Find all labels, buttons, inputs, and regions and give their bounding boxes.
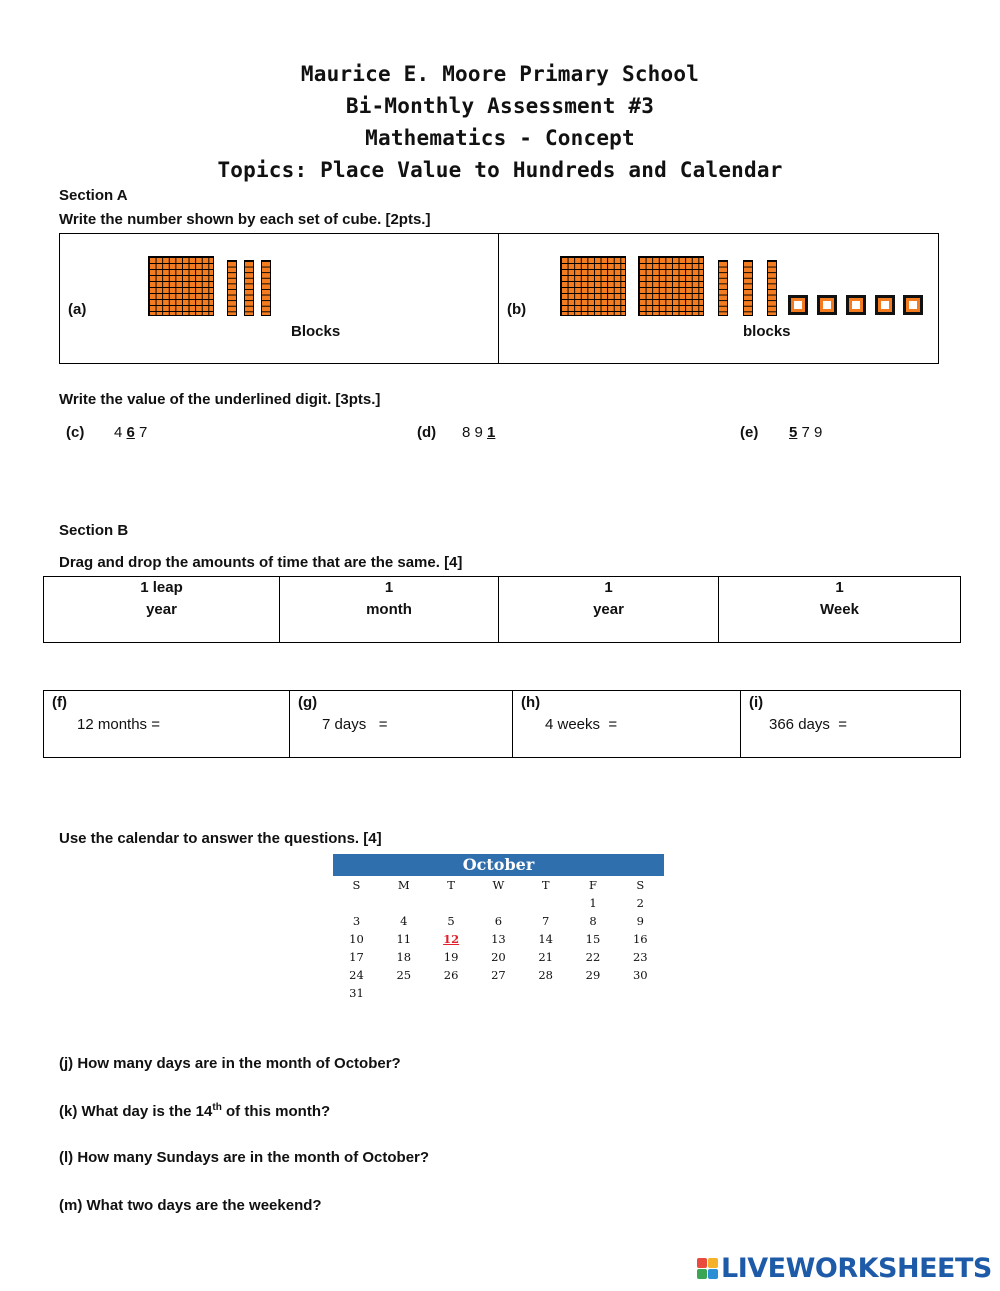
calendar-day: 6 bbox=[494, 914, 503, 928]
match-i-label: (i) bbox=[749, 694, 764, 711]
underlined-digit-d: 1 bbox=[487, 424, 496, 441]
ten-rod-b3 bbox=[767, 260, 777, 316]
unit-cube-b5 bbox=[903, 295, 923, 315]
logo-tile bbox=[708, 1258, 718, 1268]
match-f-text: 12 months = bbox=[77, 716, 160, 733]
item-b-caption: blocks bbox=[743, 323, 791, 340]
calendar-day: 19 bbox=[443, 950, 459, 964]
question-k: (k) What day is the 14th of this month? bbox=[59, 1102, 331, 1120]
question-m: (m) What two days are the weekend? bbox=[59, 1197, 322, 1214]
ten-rod-b2 bbox=[743, 260, 753, 316]
calendar-day: 1 bbox=[589, 896, 597, 910]
item-d-label: (d) bbox=[417, 424, 437, 441]
unit-cube-b4 bbox=[875, 295, 895, 315]
underlined-digit-c: 6 bbox=[126, 424, 135, 441]
item-d-number: 8 9 1 bbox=[462, 424, 496, 441]
calendar-day: 30 bbox=[632, 968, 648, 982]
section-b-title: Section B bbox=[59, 522, 129, 539]
ten-rod-a1 bbox=[227, 260, 237, 316]
school-name: Maurice E. Moore Primary School bbox=[300, 62, 700, 86]
calendar-day: 22 bbox=[585, 950, 601, 964]
calendar-day: 17 bbox=[349, 950, 364, 964]
instruction-digits: Write the value of the underlined digit. [3pts.] bbox=[59, 391, 381, 408]
calendar-day: 28 bbox=[538, 968, 553, 982]
calendar-day: 16 bbox=[632, 932, 648, 946]
match-h-text: 4 weeks = bbox=[545, 716, 618, 733]
calendar-day: 20 bbox=[491, 950, 506, 964]
match-h-label: (h) bbox=[521, 694, 541, 711]
calendar-day: 18 bbox=[396, 950, 412, 964]
weekday-header: W bbox=[492, 878, 505, 892]
hundred-flat-b1 bbox=[560, 256, 626, 316]
weekday-header: S bbox=[636, 878, 645, 892]
calendar-day: 15 bbox=[585, 932, 601, 946]
instruction-cubes: Write the number shown by each set of cube. [2pts.] bbox=[59, 211, 431, 228]
calendar-day: 13 bbox=[491, 932, 506, 946]
option-month[interactable]: 1 month bbox=[366, 579, 412, 618]
calendar-day: 21 bbox=[538, 950, 553, 964]
weekday-header: T bbox=[447, 878, 455, 892]
question-j: (j) How many days are in the month of October? bbox=[59, 1055, 401, 1072]
instruction-drag-drop: Drag and drop the amounts of time that are the same. [4] bbox=[59, 554, 463, 571]
calendar-day: 24 bbox=[349, 968, 364, 982]
calendar-day: 14 bbox=[538, 932, 553, 946]
option-year[interactable]: 1 year bbox=[593, 579, 624, 618]
calendar-day: 25 bbox=[396, 968, 412, 982]
calendar-day: 2 bbox=[636, 896, 644, 910]
question-l: (l) How many Sundays are in the month of October? bbox=[59, 1149, 430, 1166]
calendar-month-header: October bbox=[333, 854, 664, 876]
item-a-label: (a) bbox=[68, 301, 87, 318]
section-a-title: Section A bbox=[59, 187, 128, 204]
item-a-caption: Blocks bbox=[291, 323, 341, 340]
item-c-label: (c) bbox=[66, 424, 85, 441]
ten-rod-a2 bbox=[244, 260, 254, 316]
calendar-day: 8 bbox=[589, 914, 597, 928]
weekday-header: S bbox=[352, 878, 361, 892]
hundred-flat-b2 bbox=[638, 256, 704, 316]
matches-divider-3 bbox=[740, 690, 741, 758]
item-c-number: 4 6 7 bbox=[114, 424, 148, 441]
liveworksheets-brand-text: LIVEWORKSHEETS bbox=[721, 1252, 992, 1284]
weekday-header: M bbox=[397, 878, 410, 892]
calendar-day: 23 bbox=[632, 950, 648, 964]
calendar-day: 29 bbox=[585, 968, 601, 982]
match-g-text: 7 days = bbox=[322, 716, 388, 733]
calendar-day: 4 bbox=[400, 914, 408, 928]
logo-tile bbox=[697, 1269, 707, 1279]
hundred-flat-a1 bbox=[148, 256, 214, 316]
ten-rod-b1 bbox=[718, 260, 728, 316]
calendar-day: 3 bbox=[352, 914, 361, 928]
weekday-header: F bbox=[589, 878, 597, 892]
logo-tile bbox=[697, 1258, 707, 1268]
weekday-header: T bbox=[541, 878, 550, 892]
calendar-day: 26 bbox=[443, 968, 459, 982]
calendar-day: 12 bbox=[443, 932, 460, 946]
calendar-day: 31 bbox=[349, 986, 364, 1000]
underlined-digit-e: 5 bbox=[789, 424, 798, 441]
item-e-label: (e) bbox=[740, 424, 759, 441]
subject-title: Mathematics - Concept bbox=[365, 126, 635, 150]
match-f-label: (f) bbox=[52, 694, 67, 711]
matches-divider-1 bbox=[289, 690, 290, 758]
match-i-text: 366 days = bbox=[769, 716, 847, 733]
calendar-day: 7 bbox=[542, 914, 550, 928]
calendar-day: 27 bbox=[491, 968, 506, 982]
calendar-day: 5 bbox=[447, 914, 455, 928]
match-g-label: (g) bbox=[298, 694, 318, 711]
assessment-title: Bi-Monthly Assessment #3 bbox=[345, 94, 655, 118]
instruction-calendar: Use the calendar to answer the questions. [4] bbox=[59, 830, 382, 847]
logo-tile bbox=[708, 1269, 718, 1279]
unit-cube-b2 bbox=[817, 295, 837, 315]
option-week[interactable]: 1 Week bbox=[820, 579, 859, 618]
option-leap-year[interactable]: 1 leap year bbox=[140, 579, 183, 618]
item-e-number: 5 7 9 bbox=[789, 424, 823, 441]
cubes-divider bbox=[498, 233, 499, 364]
liveworksheets-logo bbox=[697, 1253, 992, 1283]
calendar-day: 11 bbox=[396, 932, 412, 946]
calendar-day: 9 bbox=[636, 914, 644, 928]
unit-cube-b3 bbox=[846, 295, 866, 315]
topics-title: Topics: Place Value to Hundreds and Calendar bbox=[217, 158, 783, 182]
liveworksheets-logo-icon bbox=[697, 1258, 718, 1279]
matches-divider-2 bbox=[512, 690, 513, 758]
item-b-label: (b) bbox=[507, 301, 527, 318]
calendar-day: 10 bbox=[349, 932, 364, 946]
unit-cube-b1 bbox=[788, 295, 808, 315]
ten-rod-a3 bbox=[261, 260, 271, 316]
